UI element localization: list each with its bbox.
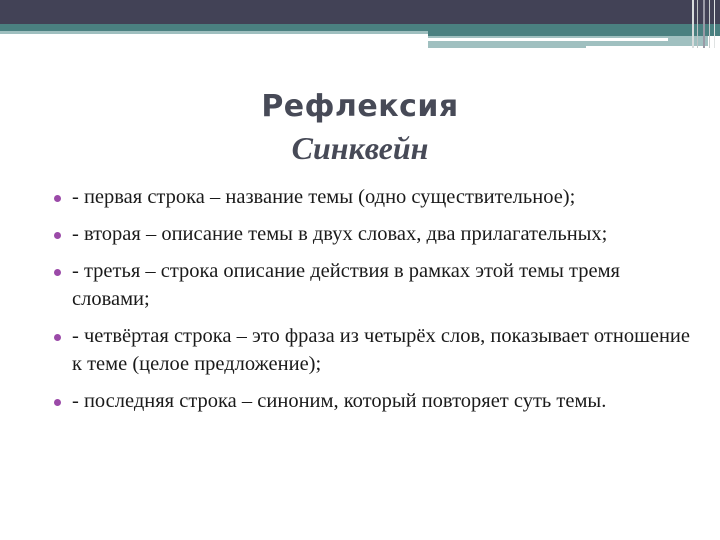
header-band-light-bottom-end (586, 41, 708, 46)
header-vertical-line (714, 0, 715, 48)
bullet-text: - четвёртая строка – это фраза из четырёх слов, показывает отношение к теме (целое предложение); (72, 325, 690, 375)
bullet-dot-icon (54, 269, 61, 276)
bullet-item (52, 183, 692, 211)
bullet-dot-icon (54, 399, 61, 406)
bullet-dot-icon (54, 334, 61, 341)
bullet-text: - третья – строка описание действия в рамках этой темы тремя словами; (72, 260, 620, 310)
header-band-light-bottom (428, 41, 586, 48)
header-vertical-line (703, 0, 705, 48)
header-vertical-line (692, 0, 694, 48)
slide-subtitle: Синквейн (291, 130, 429, 166)
bullet-text: - последняя строка – синоним, который повторяет суть темы. (72, 390, 607, 412)
bullet-item (52, 322, 692, 378)
header-vertical-line (709, 0, 710, 48)
slide-title: Рефлексия (261, 89, 459, 124)
header-band-teal-light-left (0, 31, 428, 34)
title-block (0, 88, 720, 168)
bullet-item (52, 387, 692, 415)
header-white-line (428, 38, 668, 41)
bullet-text: - вторая – описание темы в двух словах, два прилагательных; (72, 223, 608, 245)
header-band-dark (0, 0, 720, 24)
bullet-text: - первая строка – название темы (одно существительное); (72, 186, 576, 208)
bullet-item (52, 257, 692, 313)
header-vertical-line (697, 0, 698, 48)
bullet-dot-icon (54, 195, 61, 202)
bullet-item (52, 220, 692, 248)
bullet-list (52, 183, 692, 424)
bullet-dot-icon (54, 232, 61, 239)
